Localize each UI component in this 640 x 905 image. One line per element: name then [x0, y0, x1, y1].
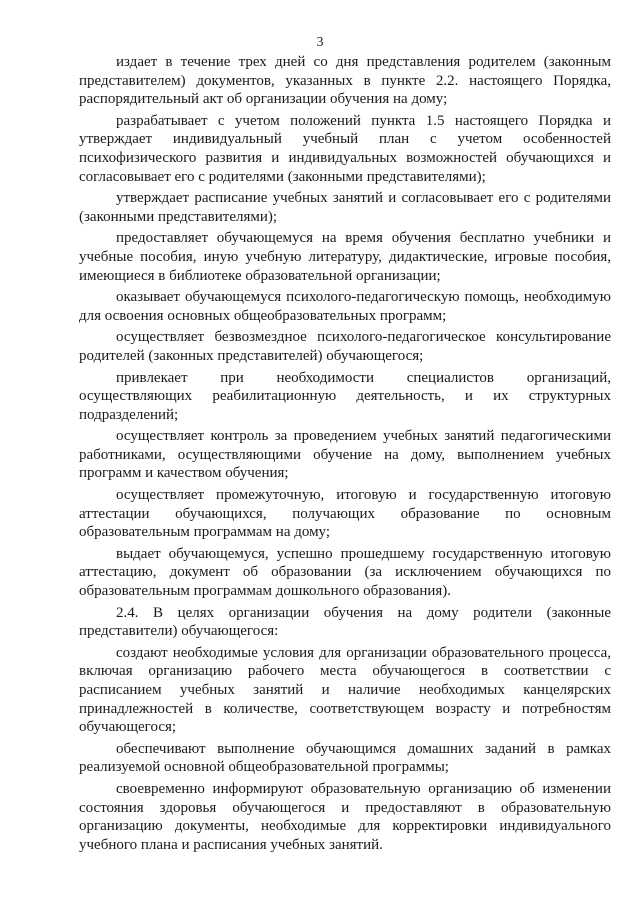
- page-number: 3: [316, 35, 324, 50]
- paragraph: разрабатывает с учетом положений пункта 1.5 настоящего Порядка и утверждает индивидуальный учебный план с учетом особенностей психофизического развития и индивидуальных возможностей обучающихся и согласовывает его с родителями (законными представителями);: [79, 112, 611, 185]
- paragraph: привлекает при необходимости специалистов организаций, осуществляющих реабилитационную деятельность, и их структурных подразделений;: [79, 369, 611, 423]
- paragraph: выдает обучающемуся, успешно прошедшему государственную итоговую аттестацию, документ об образовании (за исключением обучающихся по образовательным программам дошкольного образования).: [79, 545, 611, 600]
- body-text: [79, 53, 611, 854]
- paragraph: осуществляет безвозмездное психолого-педагогическое консультирование родителей (законных представителей) обучающегося;: [79, 329, 611, 364]
- paragraph: создают необходимые условия для организации образовательного процесса, включая организацию рабочего места обучающегося в соответствии с расписанием учебных занятий и наличие необходимых канцелярских принадлежностей в количестве, соответствующем возрасту и потребностям обучающегося;: [79, 644, 611, 736]
- paragraph: оказывает обучающемуся психолого-педагогическую помощь, необходимую для освоения основных общеобразовательных программ;: [79, 289, 611, 324]
- paragraph: предоставляет обучающемуся на время обучения бесплатно учебники и учебные пособия, иную учебную литературу, дидактические, игровые пособия, имеющиеся в библиотеке образовательной организации;: [79, 230, 611, 284]
- paragraph: обеспечивают выполнение обучающимся домашних заданий в рамках реализуемой основной общеобразовательной программы;: [79, 740, 611, 776]
- paragraph: осуществляет контроль за проведением учебных занятий педагогическими работниками, осуществляющими обучение на дому, выполнением учебных программ и качеством обучения;: [79, 428, 611, 482]
- paragraph: осуществляет промежуточную, итоговую и государственную итоговую аттестации обучающихся, получающих образование по основным образовательным программам на дому;: [79, 487, 611, 541]
- paragraph: издает в течение трех дней со дня представления родителем (законным представителем) документов, указанных в пункте 2.2. настоящего Порядка, распорядительный акт об организации обучения на дому;: [79, 54, 611, 108]
- paragraph: своевременно информируют образовательную организацию об изменении состояния здоровья обучающегося и предоставляют в образовательную организацию документы, необходимые для корректировки индивидуального учебного плана и расписания учебных занятий.: [79, 780, 611, 853]
- section-paragraph: 2.4. В целях организации обучения на дому родители (законные представители) обучающегося:: [79, 604, 611, 640]
- paragraph: утверждает расписание учебных занятий и согласовывает его с родителями (законными представителями);: [79, 190, 611, 225]
